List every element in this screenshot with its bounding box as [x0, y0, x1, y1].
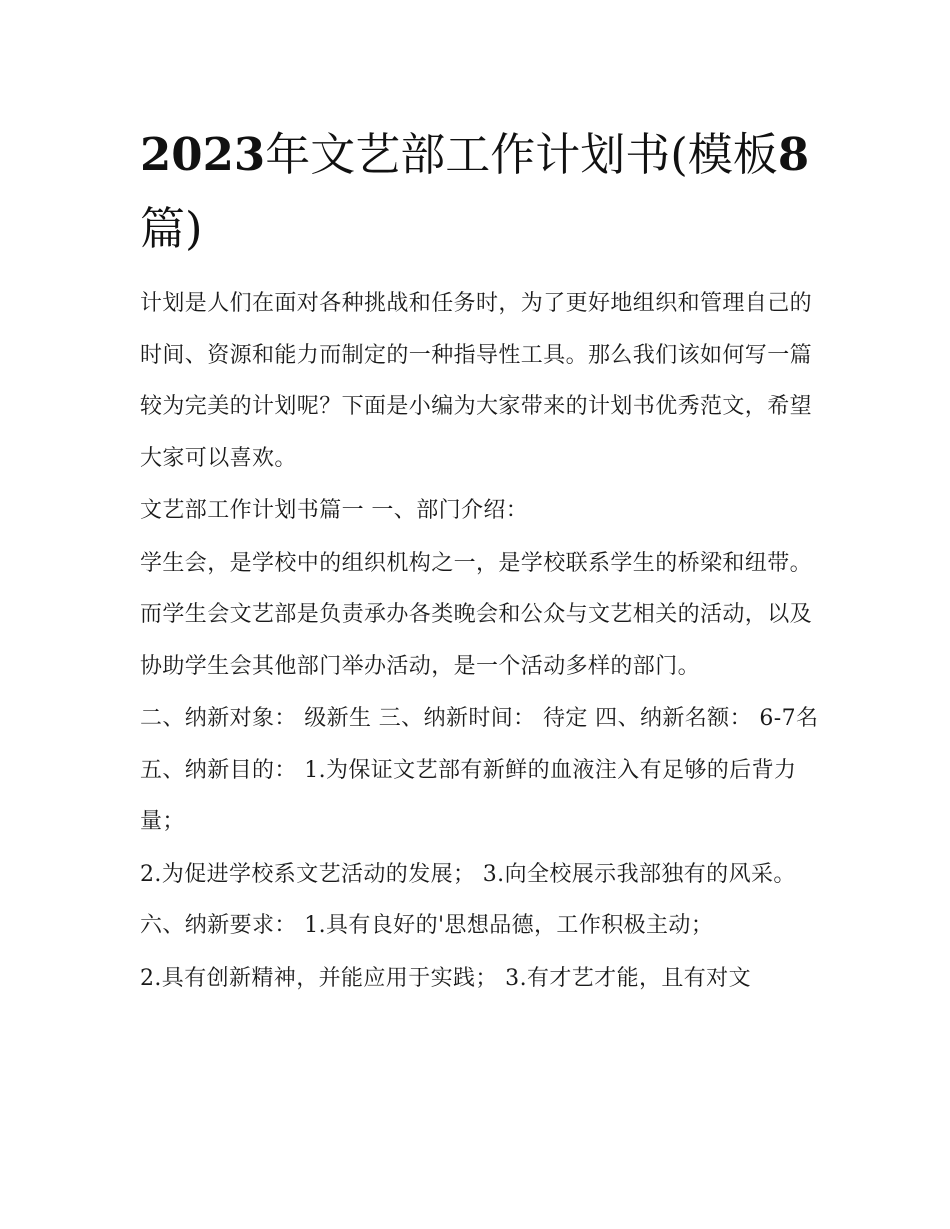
paragraph-section-heading: 文艺部工作计划书篇一 一、部门介绍：: [140, 498, 529, 523]
paragraph-intro: 计划是人们在面对各种挑战和任务时，为了更好地组织和管理自己的时间、资源和能力而制定的一种指导性工具。那么我们该如何写一篇较为完美的计划呢？下面是小编为大家带来的计划书优秀范文，希望大家可以喜欢。: [140, 291, 813, 471]
paragraph-recruitment-info: 二、纳新对象： 级新生 三、纳新时间： 待定 四、纳新名额： 6-7名 五、纳新目的： 1.为保证文艺部有新鲜的血液注入有足够的后背力量；: [140, 706, 819, 834]
document-title: [140, 118, 820, 266]
paragraph-department-intro: 学生会，是学校中的组织机构之一，是学校联系学生的桥梁和纽带。而学生会文艺部是负责承办各类晚会和公众与文艺相关的活动，以及协助学生会其他部门举办活动，是一个活动多样的部门。: [140, 550, 813, 679]
paragraph-recruitment-requirements: 2.具有创新精神，并能应用于实践； 3.有才艺才能，且有对文: [140, 965, 751, 991]
title-year: 2023: [140, 128, 266, 181]
document-body: [140, 278, 820, 1005]
title-text: 年文艺部工作计划书(模板: [265, 128, 778, 181]
title-suffix: 篇): [140, 202, 203, 255]
title-count: 8: [777, 128, 810, 181]
paragraph-recruitment-goals: 2.为促进学校系文艺活动的发展； 3.向全校展示我部独有的风采。 六、纳新要求： 1.具有良好的'思想品德，工作积极主动；: [140, 861, 796, 938]
